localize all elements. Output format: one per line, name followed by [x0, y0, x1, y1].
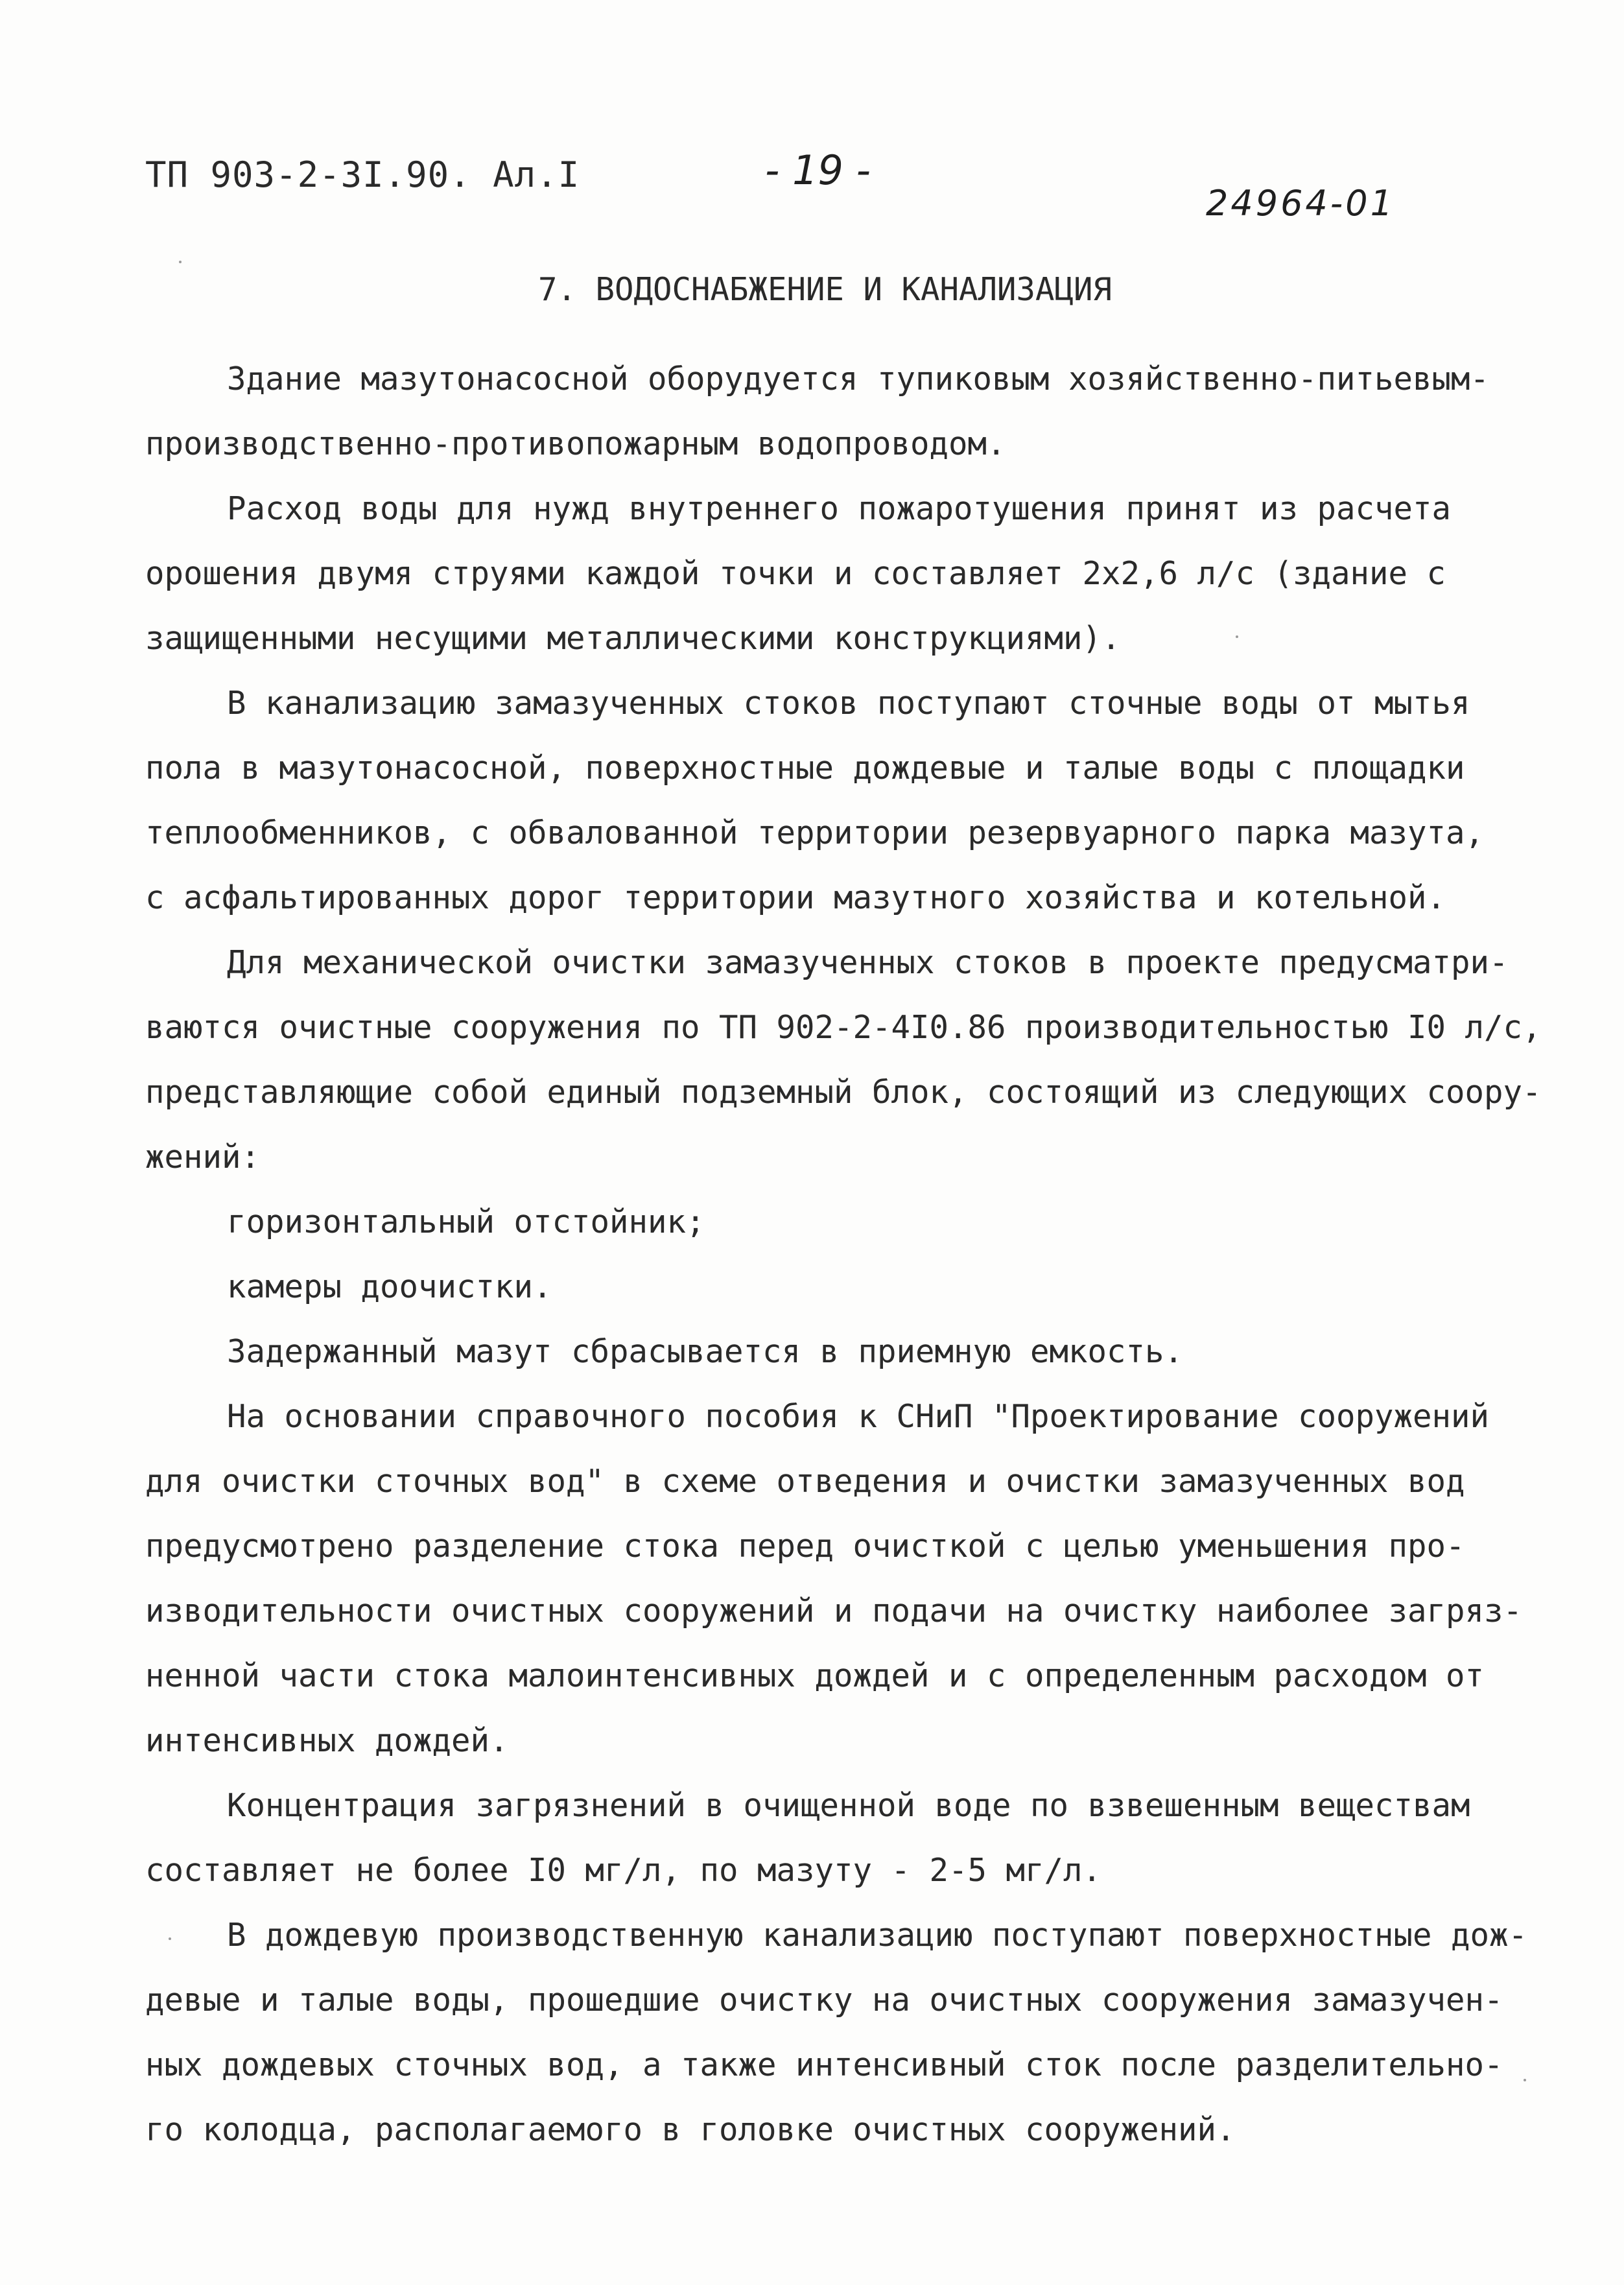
paragraph-line: изводительности очистных сооружений и подачи на очистку наиболее загряз-: [145, 1592, 1523, 1629]
paragraph-line: с асфальтированных дорог территории мазутного хозяйства и котельной.: [145, 879, 1446, 916]
page-number: - 19 -: [765, 147, 871, 194]
paragraph-line: для очистки сточных вод" в схеме отведения и очистки замазученных вод: [145, 1463, 1465, 1500]
paragraph-line: жений:: [145, 1139, 261, 1176]
paragraph-line: ных дождевых сточных вод, а также интенсивный сток после разделительно-: [145, 2046, 1503, 2083]
archive-number: 24964-01: [1206, 183, 1395, 224]
paragraph-line: На основании справочного пособия к СНиП "Проектирование сооружений: [227, 1398, 1490, 1435]
paragraph-line: ваются очистные сооружения по ТП 902-2-4I0.86 производительностью I0 л/с,: [145, 1009, 1542, 1046]
section-title: 7. ВОДОСНАБЖЕНИЕ И КАНАЛИЗАЦИЯ: [538, 271, 1112, 308]
scan-speck: [179, 261, 182, 263]
paragraph-line: Для механической очистки замазученных стоков в проекте предусматри-: [227, 944, 1509, 981]
paragraph-line: ненной части стока малоинтенсивных дождей и с определенным расходом от: [145, 1657, 1485, 1694]
paragraph-line: Концентрация загрязнений в очищенной воде по взвешенным веществам: [227, 1787, 1470, 1824]
paragraph-line: Задержанный мазут сбрасывается в приемную емкость.: [227, 1333, 1184, 1370]
paragraph-line: го колодца, располагаемого в головке очистных сооружений.: [145, 2111, 1236, 2148]
paragraph-line: орошения двумя струями каждой точки и составляет 2х2,6 л/с (здание с: [145, 555, 1446, 592]
scan-speck: [169, 1937, 171, 1940]
paragraph-line: представляющие собой единый подземный блок, состоящий из следующих соору-: [145, 1074, 1542, 1111]
document-code: ТП 903-2-3I.90. Ал.I: [145, 154, 580, 195]
paragraph-line: девые и талые воды, прошедшие очистку на очистных сооружения замазучен-: [145, 1982, 1503, 2019]
paragraph-line: интенсивных дождей.: [145, 1722, 509, 1759]
paragraph-line: пола в мазутонасосной, поверхностные дождевые и талые воды с площадки: [145, 750, 1465, 787]
paragraph-line: защищенными несущими металлическими конструкциями).: [145, 620, 1121, 657]
paragraph-line: производственно-противопожарным водопроводом.: [145, 425, 1006, 462]
scan-speck: [1236, 635, 1238, 638]
scan-speck: [1524, 2079, 1526, 2081]
paragraph-line: В канализацию замазученных стоков поступают сточные воды от мытья: [227, 685, 1470, 722]
paragraph-line: составляет не более I0 мг/л, по мазуту - 2-5 мг/л.: [145, 1852, 1102, 1889]
list-item: камеры доочистки.: [227, 1268, 552, 1305]
paragraph-line: В дождевую производственную канализацию поступают поверхностные дож-: [227, 1917, 1528, 1954]
paragraph-line: Расход воды для нужд внутреннего пожаротушения принят из расчета: [227, 490, 1452, 527]
body-text: [145, 347, 1610, 2162]
list-item: горизонтальный отстойник;: [227, 1203, 705, 1240]
paragraph-line: Здание мазутонасосной оборудуется тупиковым хозяйственно-питьевым-: [227, 361, 1490, 397]
paragraph-line: предусмотрено разделение стока перед очисткой с целью уменьшения про-: [145, 1528, 1465, 1565]
paragraph-line: теплообменников, с обвалованной территории резервуарного парка мазута,: [145, 814, 1485, 851]
